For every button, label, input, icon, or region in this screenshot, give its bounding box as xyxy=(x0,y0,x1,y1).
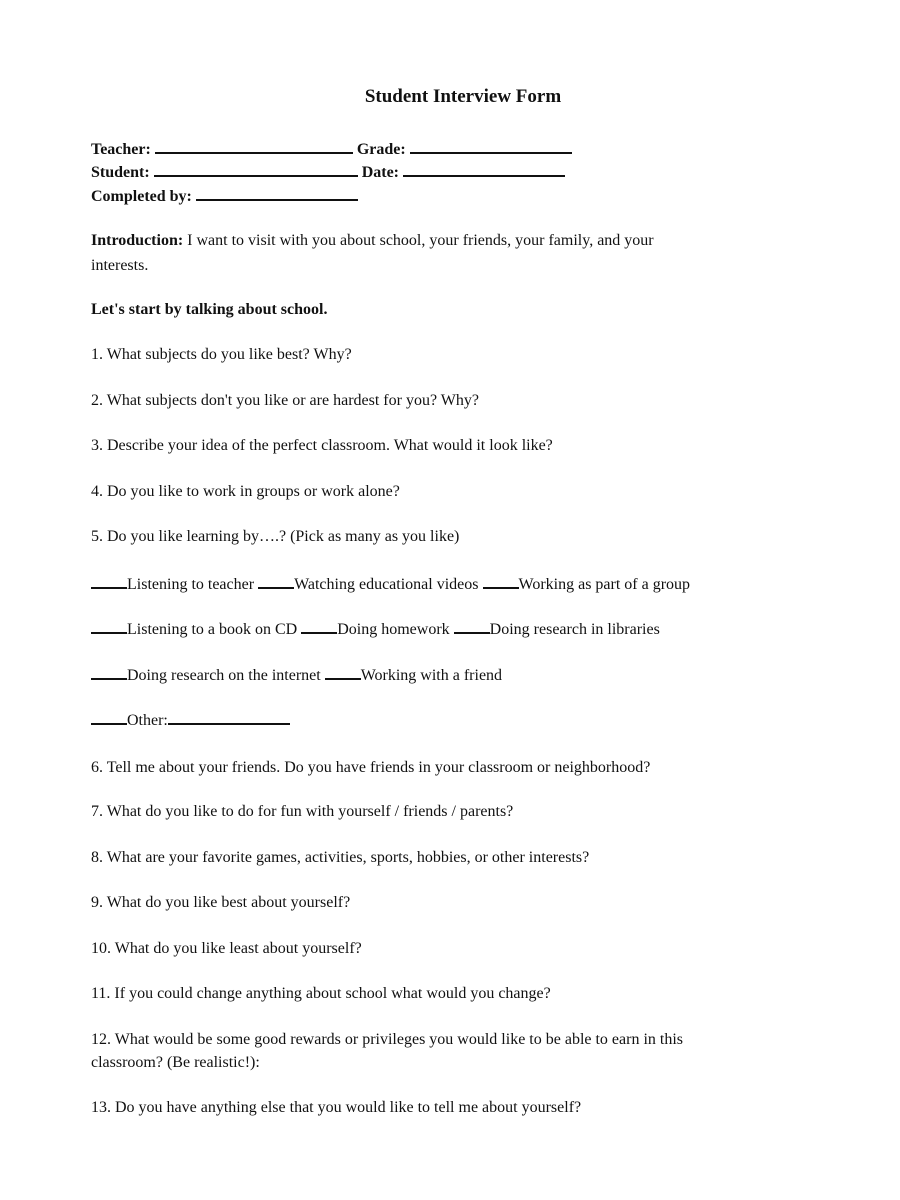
option-blank[interactable] xyxy=(91,665,127,680)
option-blank[interactable] xyxy=(483,574,519,589)
question-7: 7. What do you like to do for fun with yourself / friends / parents? xyxy=(91,803,514,820)
completed-label: Completed by: xyxy=(91,188,192,205)
option-doing-homework: Doing homework xyxy=(337,621,450,638)
question-1: 1. What subjects do you like best? Why? xyxy=(91,346,352,363)
options-row-2 xyxy=(91,619,660,639)
option-blank[interactable] xyxy=(91,710,127,725)
option-working-group: Working as part of a group xyxy=(518,576,691,593)
option-other-field[interactable] xyxy=(168,710,290,725)
page-title: Student Interview Form xyxy=(364,86,562,107)
question-3: 3. Describe your idea of the perfect classroom. What would it look like? xyxy=(91,437,553,454)
completed-row xyxy=(91,186,358,206)
question-13: 13. Do you have anything else that you would like to tell me about yourself? xyxy=(91,1099,582,1116)
teacher-label: Teacher: xyxy=(91,141,151,158)
date-field[interactable] xyxy=(403,162,565,177)
grade-label: Grade: xyxy=(356,141,406,158)
option-listening-teacher: Listening to teacher xyxy=(127,576,255,593)
option-listening-book: Listening to a book on CD xyxy=(127,621,298,638)
options-row-1 xyxy=(91,574,690,594)
question-11: 11. If you could change anything about school what would you change? xyxy=(91,985,551,1002)
option-research-internet: Doing research on the internet xyxy=(127,667,321,684)
option-blank[interactable] xyxy=(301,619,337,634)
question-8: 8. What are your favorite games, activities, sports, hobbies, or other interests? xyxy=(91,849,590,866)
options-row-3 xyxy=(91,665,502,685)
question-5: 5. Do you like learning by….? (Pick as many as you like) xyxy=(91,528,460,545)
question-12-line-2: classroom? (Be realistic!): xyxy=(91,1054,260,1071)
teacher-grade-row xyxy=(91,139,572,159)
option-blank[interactable] xyxy=(258,574,294,589)
question-9: 9. What do you like best about yourself? xyxy=(91,894,351,911)
question-2: 2. What subjects don't you like or are hardest for you? Why? xyxy=(91,392,479,409)
student-label: Student: xyxy=(91,164,150,181)
option-blank[interactable] xyxy=(454,619,490,634)
question-6: 6. Tell me about your friends. Do you have friends in your classroom or neighborhood? xyxy=(91,759,651,776)
option-watching-videos: Watching educational videos xyxy=(294,576,479,593)
options-row-4 xyxy=(91,710,290,730)
teacher-field[interactable] xyxy=(155,139,353,154)
section-heading: Let's start by talking about school. xyxy=(91,301,328,318)
completed-field[interactable] xyxy=(196,186,358,201)
question-12-line-1: 12. What would be some good rewards or privileges you would like to be able to earn in this xyxy=(91,1031,684,1048)
student-date-row xyxy=(91,162,565,182)
option-blank[interactable] xyxy=(325,665,361,680)
option-research-libraries: Doing research in libraries xyxy=(489,621,660,638)
intro-label: Introduction: xyxy=(91,232,184,249)
date-label: Date: xyxy=(361,164,399,181)
option-blank[interactable] xyxy=(91,574,127,589)
option-other: Other: xyxy=(127,712,168,729)
intro-line-1 xyxy=(91,232,654,250)
question-10: 10. What do you like least about yourself? xyxy=(91,940,362,957)
grade-field[interactable] xyxy=(410,139,572,154)
option-blank[interactable] xyxy=(91,619,127,634)
intro-text-1: I want to visit with you about school, your friends, your family, and your xyxy=(183,232,654,249)
intro-text-2: interests. xyxy=(91,257,149,274)
option-working-friend: Working with a friend xyxy=(360,667,503,684)
intro-line-2 xyxy=(91,257,148,275)
question-4: 4. Do you like to work in groups or work alone? xyxy=(91,483,400,500)
student-field[interactable] xyxy=(154,162,358,177)
